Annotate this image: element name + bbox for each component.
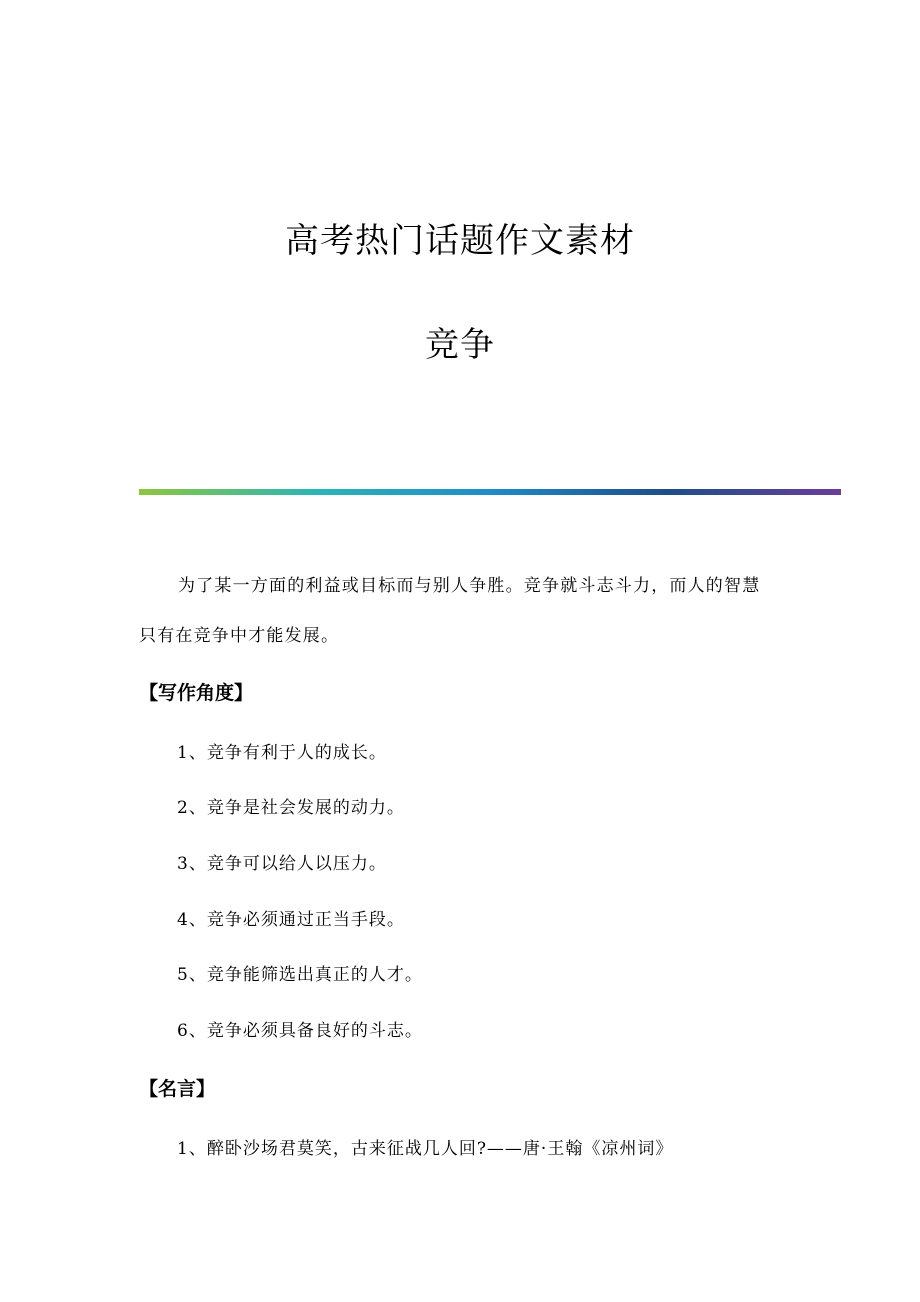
writing-angle-item: 5、竞争能筛选出真正的人才。: [177, 965, 423, 985]
intro-paragraph-line-2: 只有在竞争中才能发展。: [139, 626, 340, 646]
gradient-divider: [139, 489, 841, 495]
document-title: 高考热门话题作文素材: [285, 221, 635, 261]
writing-angle-item: 6、竞争必须具备良好的斗志。: [177, 1021, 423, 1041]
writing-angle-item: 4、竞争必须通过正当手段。: [177, 910, 405, 930]
quotes-heading: 【名言】: [139, 1078, 216, 1100]
intro-paragraph-line-1: 为了某一方面的利益或目标而与别人争胜。竞争就斗志斗力，而人的智慧: [178, 576, 761, 596]
quote-item: 1、醉卧沙场君莫笑，古来征战几人回?——唐·王翰《凉州词》: [177, 1139, 674, 1159]
writing-angle-item: 3、竞争可以给人以压力。: [177, 854, 387, 874]
writing-angle-item: 1、竞争有利于人的成长。: [177, 743, 387, 763]
writing-angle-item: 2、竞争是社会发展的动力。: [177, 798, 405, 818]
writing-angles-heading: 【写作角度】: [139, 682, 254, 704]
document-subtitle: 竞争: [425, 325, 495, 365]
